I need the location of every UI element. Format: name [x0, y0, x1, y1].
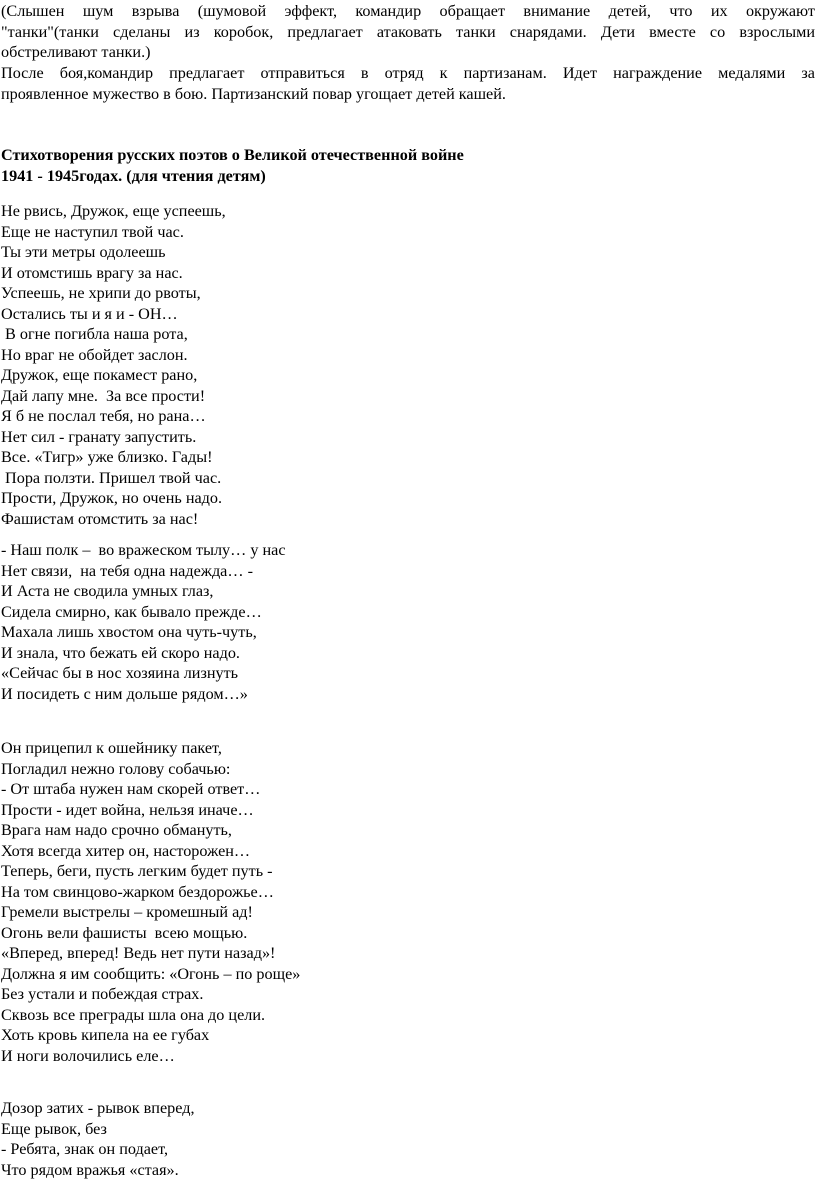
- verse-line: И знала, что бежать ей скоро надо.: [1, 643, 240, 662]
- poem-stanza-3: [1, 738, 300, 1066]
- verse-line: Дозор затих - рывок вперед,: [1, 1099, 195, 1117]
- verse-line: Пора ползти. Пришел твой час.: [1, 468, 222, 487]
- verse-line: Прости - идет война, нельзя иначе…: [1, 800, 254, 819]
- verse-line: Фашистам отомстить за нас!: [1, 509, 199, 528]
- text-line: обстреливают танки.): [1, 43, 151, 61]
- verse-line: Я б не послал тебя, но рана…: [1, 407, 206, 425]
- heading-line-2: 1941 - 1945годах. (для чтения детям): [1, 166, 266, 185]
- verse-line: Погладил нежно голову собачью:: [1, 759, 231, 778]
- verse-line: Ты эти метры одолеешь: [1, 243, 166, 261]
- verse-line: - Наш полк – во вражеском тылу… у нас: [1, 541, 286, 559]
- poem-stanza-2: [1, 540, 286, 704]
- verse-line: Дружок, еще покамест рано,: [1, 366, 198, 384]
- intro-paragraph-2: [1, 63, 815, 104]
- verse-line: Прости, Дружок, но очень надо.: [1, 489, 223, 507]
- verse-line: И ноги волочились еле…: [1, 1046, 175, 1065]
- verse-line: Не рвись, Дружок, еще успеешь,: [1, 202, 226, 220]
- verse-line: - От штаба нужен нам скорей ответ…: [1, 780, 261, 798]
- verse-line: Все. «Тигр» уже близко. Гады!: [1, 448, 213, 466]
- text-line: проявленное мужество в бою. Партизанский повар угощает детей кашей.: [1, 84, 506, 103]
- verse-line: - Ребята, знак он подает,: [1, 1140, 168, 1158]
- verse-line: И Аста не сводила умных глаз,: [1, 582, 214, 600]
- text-line: "танки"(танки сделаны из коробок, предлагает атаковать танки снарядами. Дети вместе со взрослыми: [1, 22, 815, 41]
- text-line: (Слышен шум взрыва (шумовой эффект, командир обращает внимание детей, что их окружают: [1, 2, 815, 20]
- verse-line: Без устали и побеждая страх.: [1, 985, 204, 1003]
- poem-stanza-1: [1, 201, 226, 529]
- verse-line: Нет сил - гранату запустить.: [1, 427, 197, 446]
- verse-line: Должна я им сообщить: «Огонь – по роще»: [1, 964, 301, 983]
- section-heading: [1, 145, 464, 187]
- verse-line: Остались ты и я и - ОН…: [1, 304, 178, 323]
- verse-line: На том свинцово-жарком бездорожье…: [1, 882, 274, 901]
- verse-line: Махала лишь хвостом она чуть-чуть,: [1, 623, 257, 641]
- verse-line: Он прицепил к ошейнику пакет,: [1, 739, 222, 757]
- heading-line-1: Стихотворения русских поэтов о Великой отечественной войне: [1, 146, 464, 164]
- verse-line: Но враг не обойдет заслон.: [1, 345, 188, 364]
- verse-line: И посидеть с ним дольше рядом…»: [1, 684, 248, 703]
- verse-line: Хотя всегда хитер он, насторожен…: [1, 841, 251, 860]
- text-line: После боя,командир предлагает отправиться в отряд к партизанам. Идет награждение медалями за: [1, 64, 815, 82]
- verse-line: В огне погибла наша рота,: [1, 325, 188, 343]
- intro-paragraph-1: [1, 1, 815, 63]
- verse-line: Дай лапу мне. За все прости!: [1, 386, 206, 405]
- poem-stanza-4: [1, 1098, 195, 1180]
- verse-line: И отомстишь врагу за нас.: [1, 263, 183, 282]
- verse-line: Сквозь все преграды шла она до цели.: [1, 1005, 266, 1024]
- verse-line: Еще не наступил твой час.: [1, 222, 184, 241]
- verse-line: Успеешь, не хрипи до рвоты,: [1, 284, 201, 302]
- verse-line: Огонь вели фашисты всею мощью.: [1, 923, 248, 942]
- verse-line: «Сейчас бы в нос хозяина лизнуть: [1, 664, 239, 682]
- verse-line: Сидела смирно, как бывало прежде…: [1, 602, 262, 621]
- verse-line: Еще рывок, без: [1, 1119, 107, 1138]
- verse-line: «Вперед, вперед! Ведь нет пути назад»!: [1, 944, 276, 962]
- verse-line: Врага нам надо срочно обмануть,: [1, 821, 232, 839]
- verse-line: Теперь, беги, пусть легким будет путь -: [1, 862, 273, 880]
- verse-line: Что рядом вражья «стая».: [1, 1160, 179, 1179]
- verse-line: Хоть кровь кипела на ее губах: [1, 1026, 210, 1044]
- verse-line: Гремели выстрелы – кромешный ад!: [1, 903, 253, 921]
- verse-line: Нет связи, на тебя одна надежда… -: [1, 561, 253, 580]
